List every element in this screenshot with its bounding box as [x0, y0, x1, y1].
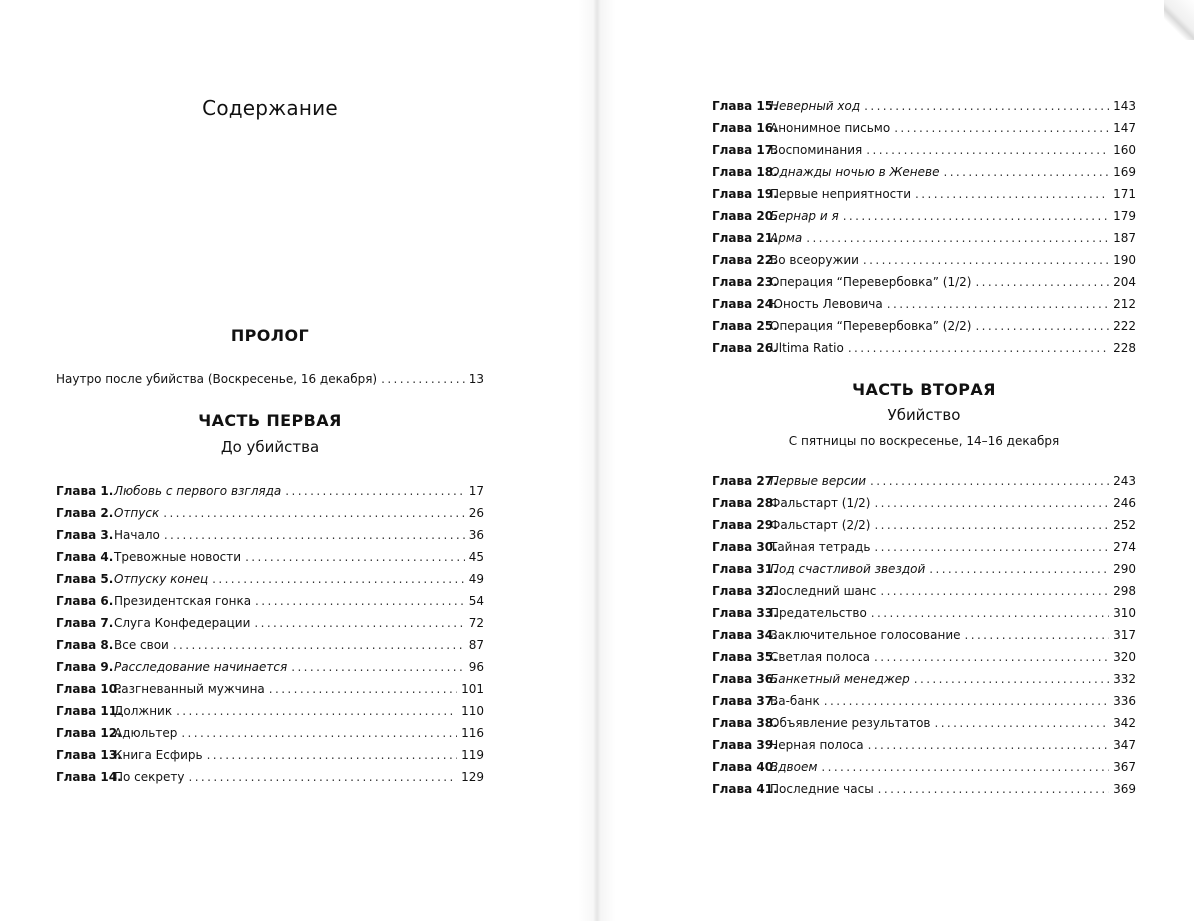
- chapter-entry: [712, 580, 1136, 602]
- chapter-title: Однажды ночью в Женеве: [770, 165, 940, 179]
- chapter-number: Глава 7.: [56, 616, 114, 630]
- chapter-page: 45: [468, 550, 484, 564]
- chapter-entry: [712, 646, 1136, 668]
- chapter-page: 101: [461, 682, 484, 696]
- chapter-entry: [712, 734, 1136, 756]
- chapter-title: Светлая полоса: [770, 650, 871, 664]
- chapter-number: Глава 17.: [712, 143, 778, 157]
- chapter-number: Глава 36.: [712, 672, 778, 686]
- chapter-title: Тайная тетрадь: [770, 540, 871, 554]
- chapter-page: 179: [1113, 209, 1136, 223]
- part-two-title: ЧАСТЬ ВТОРАЯ: [852, 380, 996, 399]
- chapter-entry: [56, 766, 484, 788]
- chapter-title: Начало: [114, 528, 160, 542]
- leader-dots: [887, 293, 1109, 315]
- chapter-number: Глава 2.: [56, 506, 114, 520]
- chapter-page: 87: [468, 638, 484, 652]
- chapter-title: Все свои: [114, 638, 169, 652]
- chapter-page: 72: [468, 616, 484, 630]
- chapter-page: 49: [468, 572, 484, 586]
- leader-dots: [824, 690, 1109, 712]
- leader-dots: [176, 700, 457, 722]
- chapter-title: Последний шанс: [770, 584, 877, 598]
- chapter-title: Фальстарт (1/2): [770, 496, 871, 510]
- chapter-number: Глава 38.: [712, 716, 778, 730]
- leader-dots: [163, 502, 464, 524]
- chapter-title: Объявление результатов: [770, 716, 931, 730]
- chapter-title: Любовь с первого взгляда: [114, 484, 282, 498]
- chapter-number: Глава 14.: [56, 770, 122, 784]
- chapter-title: Банкетный менеджер: [770, 672, 910, 686]
- leader-dots: [291, 656, 464, 678]
- chapter-number: Глава 34.: [712, 628, 778, 642]
- leader-dots: [863, 249, 1109, 271]
- chapter-number: Глава 31.: [712, 562, 778, 576]
- chapter-page: 317: [1113, 628, 1136, 642]
- chapter-page: 116: [461, 726, 484, 740]
- chapter-page: 243: [1113, 474, 1136, 488]
- chapter-entry: [712, 271, 1136, 293]
- chapter-title: Слуга Конфедерации: [114, 616, 251, 630]
- chapter-number: Глава 25.: [712, 319, 778, 333]
- chapter-title: Ва-банк: [770, 694, 820, 708]
- leader-dots: [189, 766, 458, 788]
- chapter-title: Разгневанный мужчина: [114, 682, 265, 696]
- chapter-number: Глава 20.: [712, 209, 778, 223]
- leader-dots: [874, 514, 1109, 536]
- chapter-page: 110: [461, 704, 484, 718]
- chapter-title: Тревожные новости: [114, 550, 242, 564]
- chapter-page: 298: [1113, 584, 1136, 598]
- chapter-page: 129: [461, 770, 484, 784]
- chapter-page: 246: [1113, 496, 1136, 510]
- chapter-number: Глава 27.: [712, 474, 778, 488]
- chapter-entry: [712, 315, 1136, 337]
- chapter-page: 96: [468, 660, 484, 674]
- leader-dots: [878, 778, 1109, 800]
- chapter-title: Отпуску конец: [114, 572, 209, 586]
- chapter-title: Арма: [770, 231, 803, 245]
- leader-dots: [975, 315, 1109, 337]
- chapter-title: Ultima Ratio: [770, 341, 844, 355]
- right-page: [597, 0, 1194, 921]
- chapter-page: 310: [1113, 606, 1136, 620]
- chapter-entry: [712, 712, 1136, 734]
- chapter-title: Отпуск: [114, 506, 160, 520]
- leader-dots: [874, 536, 1109, 558]
- chapter-entry: [712, 624, 1136, 646]
- leader-dots: [868, 734, 1109, 756]
- chapter-page: 342: [1113, 716, 1136, 730]
- chapter-entry: [712, 293, 1136, 315]
- chapter-number: Глава 32.: [712, 584, 778, 598]
- chapter-page: 332: [1113, 672, 1136, 686]
- chapter-entry: [712, 139, 1136, 161]
- chapter-entry: [712, 227, 1136, 249]
- leader-dots: [943, 161, 1109, 183]
- leader-dots: [381, 368, 465, 390]
- chapter-page: 26: [468, 506, 484, 520]
- chapter-number: Глава 30.: [712, 540, 778, 554]
- chapter-title: Под счастливой звездой: [770, 562, 926, 576]
- chapter-number: Глава 26.: [712, 341, 778, 355]
- chapter-number: Глава 39.: [712, 738, 778, 752]
- chapter-title: Первые версии: [770, 474, 867, 488]
- chapter-page: 190: [1113, 253, 1136, 267]
- chapter-title: Бернар и я: [770, 209, 839, 223]
- chapter-number: Глава 9.: [56, 660, 114, 674]
- leader-dots: [915, 183, 1109, 205]
- chapter-number: Глава 28.: [712, 496, 778, 510]
- chapter-number: Глава 11.: [56, 704, 122, 718]
- chapter-number: Глава 6.: [56, 594, 114, 608]
- chapter-entry: [56, 480, 484, 502]
- leader-dots: [975, 271, 1109, 293]
- leader-dots: [866, 139, 1109, 161]
- chapter-title: Операция “Перевербовка” (2/2): [770, 319, 972, 333]
- chapter-entry: [56, 546, 484, 568]
- part-one-title: ЧАСТЬ ПЕРВАЯ: [198, 411, 342, 430]
- chapter-number: Глава 21.: [712, 231, 778, 245]
- entry-title: Наутро после убийства (Воскресенье, 16 декабря): [56, 372, 378, 386]
- chapter-number: Глава 12.: [56, 726, 122, 740]
- leader-dots: [848, 337, 1109, 359]
- chapter-title: Неверный ход: [770, 99, 861, 113]
- prologue-list: [56, 368, 484, 390]
- leader-dots: [164, 524, 465, 546]
- chapter-page: 54: [468, 594, 484, 608]
- chapter-entry: [56, 524, 484, 546]
- chapter-entry: [712, 205, 1136, 227]
- chapter-number: Глава 23.: [712, 275, 778, 289]
- chapter-title: Заключительное голосование: [770, 628, 961, 642]
- chapter-page: 171: [1113, 187, 1136, 201]
- chapter-number: Глава 19.: [712, 187, 778, 201]
- part-one-chapter-list: [56, 480, 484, 788]
- chapter-number: Глава 1.: [56, 484, 114, 498]
- leader-dots: [934, 712, 1109, 734]
- chapter-number: Глава 18.: [712, 165, 778, 179]
- leader-dots: [874, 646, 1109, 668]
- prologue-entry: [56, 368, 484, 390]
- chapter-page: 119: [461, 748, 484, 762]
- chapter-page: 17: [468, 484, 484, 498]
- chapter-page: 204: [1113, 275, 1136, 289]
- chapter-number: Глава 15.: [712, 99, 778, 113]
- chapter-entry: [56, 700, 484, 722]
- chapter-page: 320: [1113, 650, 1136, 664]
- chapter-number: Глава 40.: [712, 760, 778, 774]
- chapter-entry: [712, 117, 1136, 139]
- chapter-number: Глава 8.: [56, 638, 114, 652]
- chapter-number: Глава 24.: [712, 297, 778, 311]
- chapter-entry: [712, 558, 1136, 580]
- chapter-entry: [712, 514, 1136, 536]
- leader-dots: [806, 227, 1109, 249]
- leader-dots: [894, 117, 1109, 139]
- chapter-title: Президентская гонка: [114, 594, 252, 608]
- chapter-entry: [712, 668, 1136, 690]
- chapter-number: Глава 10.: [56, 682, 122, 696]
- chapter-entry: [712, 161, 1136, 183]
- chapter-entry: [56, 502, 484, 524]
- leader-dots: [965, 624, 1110, 646]
- chapter-page: 147: [1113, 121, 1136, 135]
- chapter-title: Первые неприятности: [770, 187, 912, 201]
- chapter-number: Глава 16.: [712, 121, 778, 135]
- leader-dots: [821, 756, 1109, 778]
- chapter-page: 252: [1113, 518, 1136, 532]
- chapter-entry: [56, 634, 484, 656]
- chapter-page: 369: [1113, 782, 1136, 796]
- chapter-page: 169: [1113, 165, 1136, 179]
- chapter-page: 347: [1113, 738, 1136, 752]
- leader-dots: [871, 602, 1109, 624]
- chapter-entry: [712, 602, 1136, 624]
- leader-dots: [269, 678, 457, 700]
- leader-dots: [245, 546, 465, 568]
- leader-dots: [929, 558, 1109, 580]
- chapter-title: Последние часы: [770, 782, 874, 796]
- chapter-title: Черная полоса: [770, 738, 864, 752]
- part-two-subtitle: Убийство: [887, 406, 961, 424]
- leader-dots: [254, 612, 464, 634]
- chapter-page: 367: [1113, 760, 1136, 774]
- leader-dots: [914, 668, 1109, 690]
- leader-dots: [181, 722, 457, 744]
- chapter-entry: [712, 778, 1136, 800]
- leader-dots: [870, 470, 1109, 492]
- chapter-title: Книга Есфирь: [114, 748, 203, 762]
- prologue-title: ПРОЛОГ: [230, 326, 310, 345]
- chapter-page: 274: [1113, 540, 1136, 554]
- chapter-number: Глава 3.: [56, 528, 114, 542]
- chapter-entry: [56, 568, 484, 590]
- leader-dots: [880, 580, 1109, 602]
- part-two-date-range: С пятницы по воскресенье, 14–16 декабря: [788, 434, 1060, 448]
- chapter-page: 143: [1113, 99, 1136, 113]
- chapter-entry: [56, 656, 484, 678]
- chapter-entry: [712, 337, 1136, 359]
- chapter-entry: [56, 612, 484, 634]
- chapter-number: Глава 29.: [712, 518, 778, 532]
- chapter-entry: [56, 590, 484, 612]
- chapter-entry: [712, 470, 1136, 492]
- chapter-number: Глава 13.: [56, 748, 122, 762]
- chapter-page: 36: [468, 528, 484, 542]
- chapter-page: 160: [1113, 143, 1136, 157]
- entry-page: 13: [468, 372, 484, 386]
- chapter-title: Анонимное письмо: [770, 121, 891, 135]
- leader-dots: [285, 480, 464, 502]
- leader-dots: [207, 744, 458, 766]
- chapter-entry: [56, 722, 484, 744]
- chapter-entry: [712, 492, 1136, 514]
- chapter-page: 336: [1113, 694, 1136, 708]
- leader-dots: [864, 95, 1109, 117]
- leader-dots: [255, 590, 465, 612]
- toc-heading: Содержание: [202, 96, 338, 120]
- chapter-title: Операция “Перевербовка” (1/2): [770, 275, 972, 289]
- chapter-title: Фальстарт (2/2): [770, 518, 871, 532]
- chapter-page: 222: [1113, 319, 1136, 333]
- chapter-entry: [712, 690, 1136, 712]
- part-one-continued-chapter-list: [712, 95, 1136, 359]
- chapter-page: 187: [1113, 231, 1136, 245]
- chapter-entry: [56, 744, 484, 766]
- chapter-page: 228: [1113, 341, 1136, 355]
- chapter-entry: [712, 95, 1136, 117]
- chapter-title: Юность Левовича: [770, 297, 883, 311]
- chapter-number: Глава 4.: [56, 550, 114, 564]
- chapter-entry: [712, 756, 1136, 778]
- chapter-title: Предательство: [770, 606, 867, 620]
- part-two-chapter-list: [712, 470, 1136, 800]
- chapter-number: Глава 35.: [712, 650, 778, 664]
- chapter-entry: [56, 678, 484, 700]
- chapter-entry: [712, 183, 1136, 205]
- chapter-number: Глава 22.: [712, 253, 778, 267]
- chapter-number: Глава 37.: [712, 694, 778, 708]
- chapter-title: Воспоминания: [770, 143, 863, 157]
- leader-dots: [874, 492, 1109, 514]
- leader-dots: [843, 205, 1109, 227]
- leader-dots: [173, 634, 465, 656]
- chapter-page: 290: [1113, 562, 1136, 576]
- chapter-number: Глава 41.: [712, 782, 778, 796]
- chapter-entry: [712, 536, 1136, 558]
- chapter-title: Должник: [114, 704, 173, 718]
- chapter-page: 212: [1113, 297, 1136, 311]
- chapter-number: Глава 33.: [712, 606, 778, 620]
- part-one-subtitle: До убийства: [220, 438, 320, 456]
- chapter-title: По секрету: [114, 770, 185, 784]
- chapter-entry: [712, 249, 1136, 271]
- chapter-title: Во всеоружии: [770, 253, 859, 267]
- leader-dots: [212, 568, 465, 590]
- chapter-number: Глава 5.: [56, 572, 114, 586]
- chapter-title: Расследование начинается: [114, 660, 288, 674]
- chapter-title: Вдвоем: [770, 760, 818, 774]
- chapter-title: Адюльтер: [114, 726, 178, 740]
